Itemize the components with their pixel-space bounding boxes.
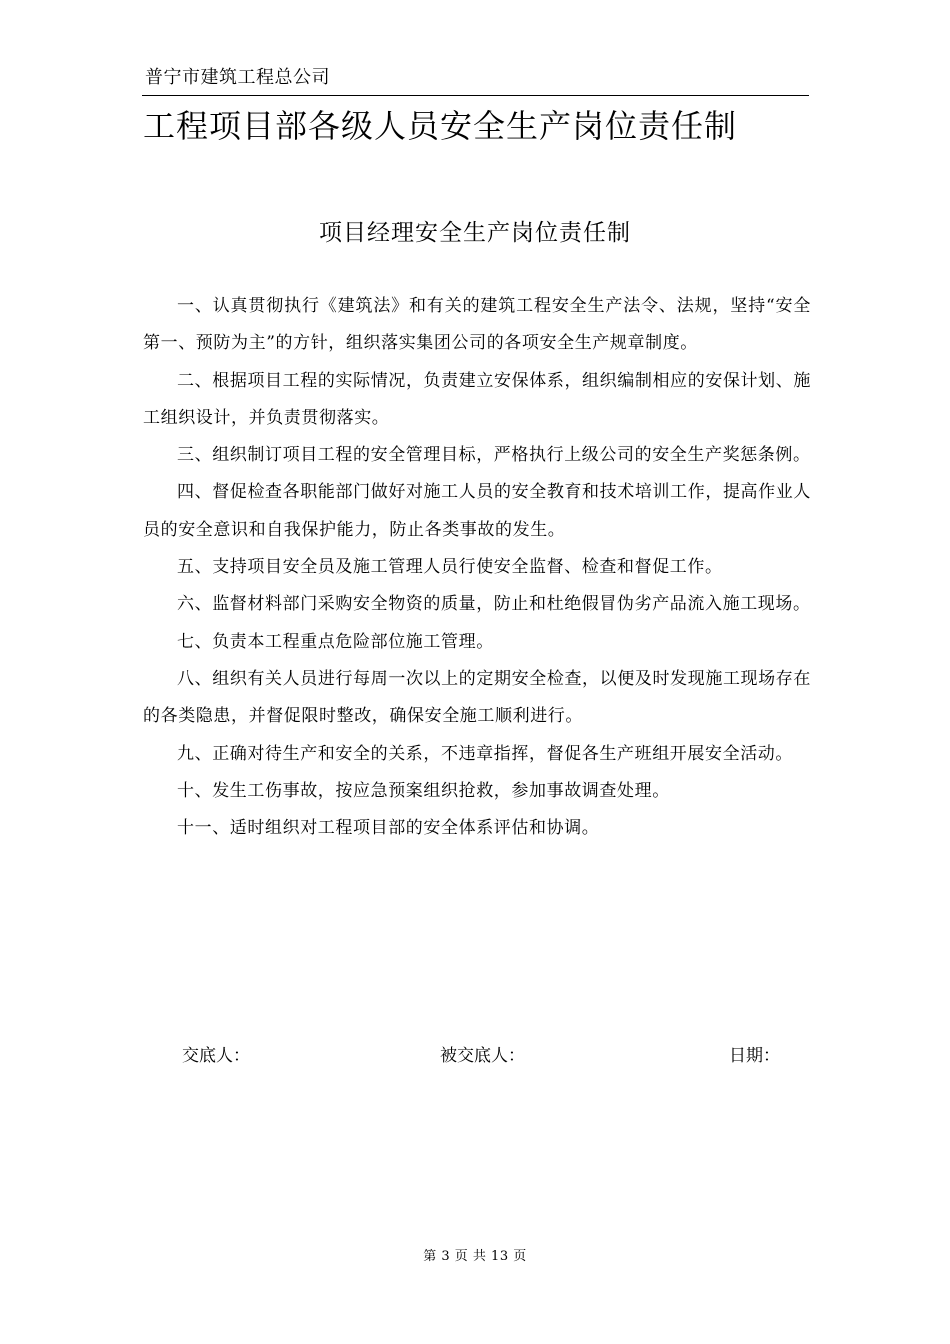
header-divider	[142, 95, 809, 96]
paragraph-4: 四、督促检查各职能部门做好对施工人员的安全教育和技术培训工作，提高作业人员的安全意识和自我保护能力，防止各类事故的发生。	[143, 482, 811, 540]
document-body	[143, 288, 811, 847]
paragraph-7: 七、负责本工程重点危险部位施工管理。	[177, 631, 494, 652]
page-number: 第 3 页 共 13 页	[423, 1249, 527, 1264]
paragraph-1: 一、认真贯彻执行《建筑法》和有关的建筑工程安全生产法令、法规，坚持“安全第一、预防为主”的方针，组织落实集团公司的各项安全生产规章制度。	[143, 296, 811, 354]
section-title: 项目经理安全生产岗位责任制	[319, 220, 631, 246]
receiver-signature-label: 被交底人：	[440, 1046, 525, 1066]
paragraph-3: 三、组织制订项目工程的安全管理目标，严格执行上级公司的安全生产奖惩条例。	[177, 445, 811, 466]
document-title: 工程项目部各级人员安全生产岗位责任制	[143, 107, 738, 145]
date-label: 日期：	[729, 1046, 780, 1066]
paragraph-10: 十、发生工伤事故，按应急预案组织抢救，参加事故调查处理。	[177, 780, 670, 801]
paragraph-8: 八、组织有关人员进行每周一次以上的定期安全检查，以便及时发现施工现场存在的各类隐患，并督促限时整改，确保安全施工顺利进行。	[143, 668, 811, 727]
paragraph-9: 九、正确对待生产和安全的关系，不违章指挥，督促各生产班组开展安全活动。	[177, 743, 793, 764]
paragraph-11: 十一、适时组织对工程项目部的安全体系评估和协调。	[177, 818, 600, 839]
paragraph-6: 六、监督材料部门采购安全物资的质量，防止和杜绝假冒伪劣产品流入施工现场。	[177, 594, 811, 615]
company-name: 普宁市建筑工程总公司	[145, 67, 330, 88]
paragraph-5: 五、支持项目安全员及施工管理人员行使安全监督、检查和督促工作。	[177, 557, 723, 578]
signature-row	[0, 1041, 950, 1071]
paragraph-2: 二、根据项目工程的实际情况，负责建立安保体系，组织编制相应的安保计划、施工组织设计，并负责贯彻落实。	[143, 370, 811, 428]
handover-signature-label: 交底人：	[182, 1046, 250, 1066]
